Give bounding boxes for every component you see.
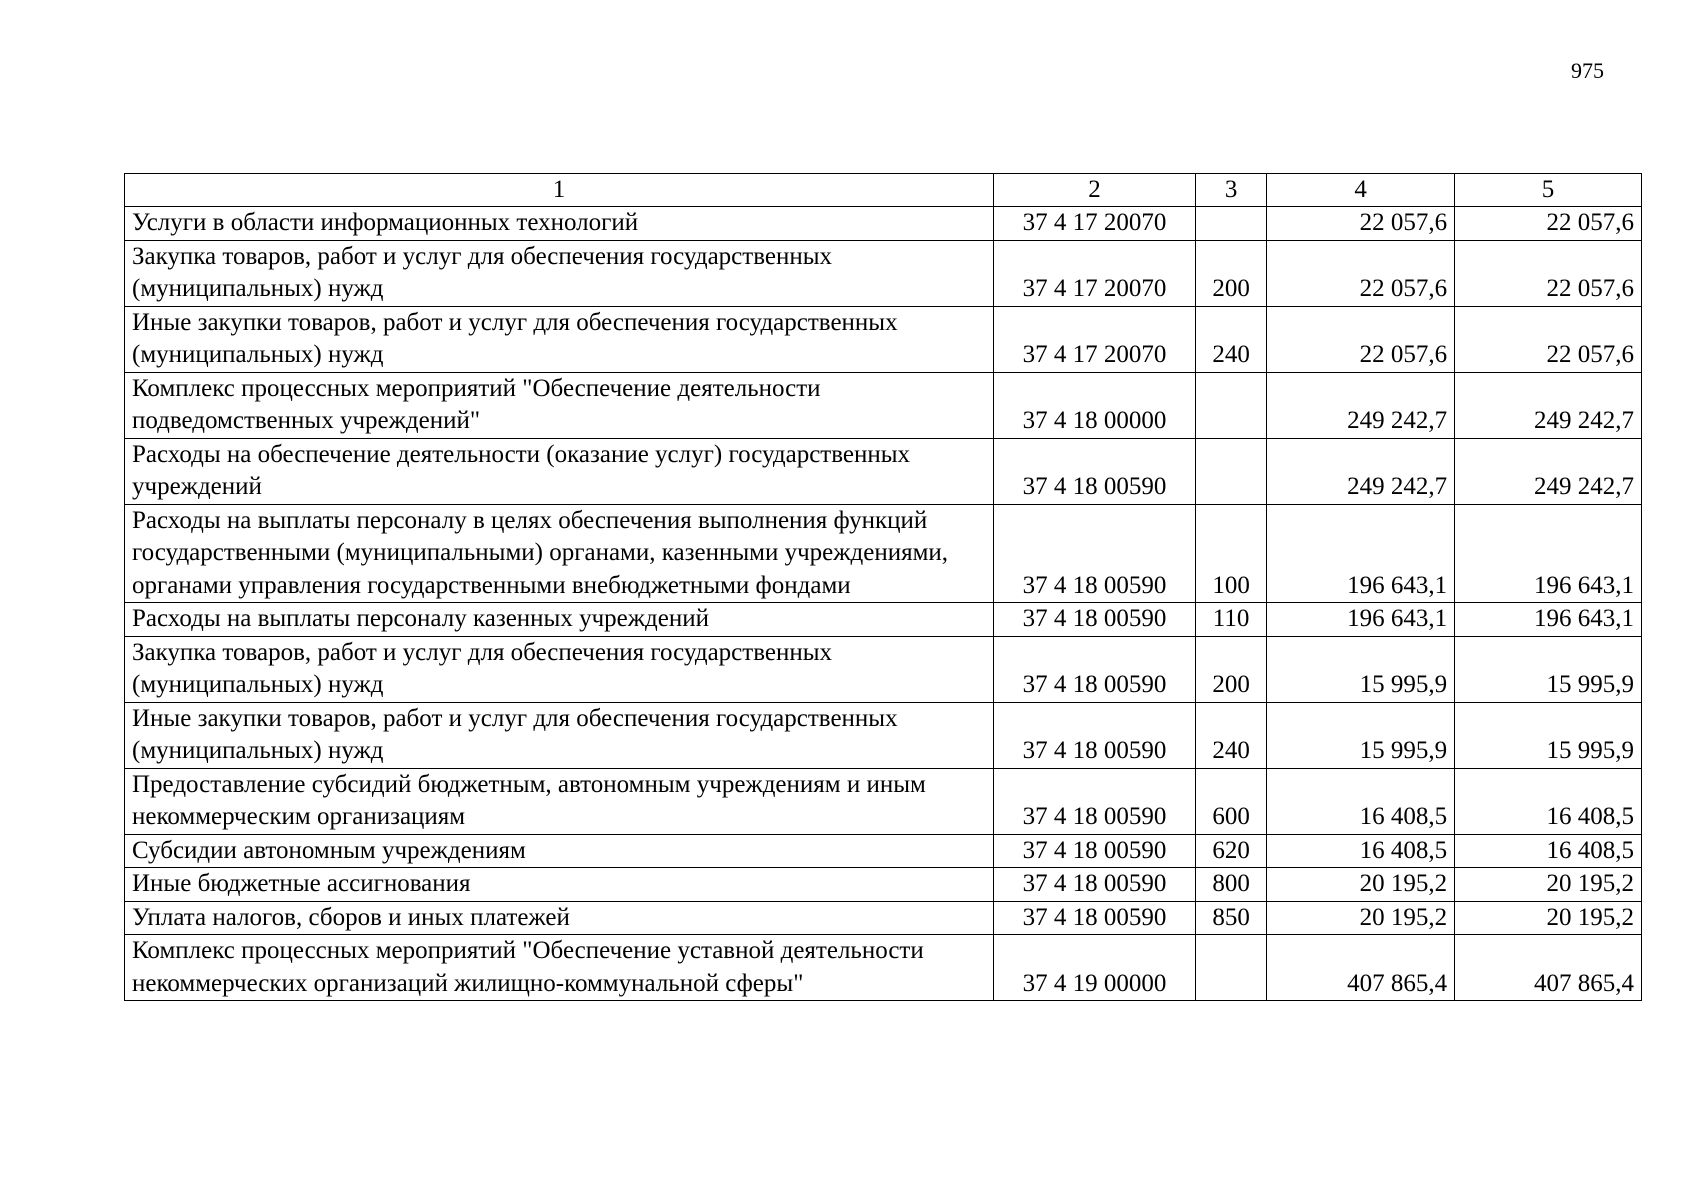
expense-type-cell	[1195, 935, 1266, 1001]
expense-type-cell: 200	[1195, 636, 1266, 702]
amount-col4-cell: 15 995,9	[1267, 702, 1455, 768]
expense-name-cell: Уплата налогов, сборов и иных платежей	[125, 901, 994, 935]
expense-type-cell: 240	[1195, 306, 1266, 372]
column-header: 4	[1267, 174, 1455, 207]
target-code-cell: 37 4 18 00590	[994, 504, 1196, 603]
expense-type-cell: 620	[1195, 834, 1266, 868]
budget-table	[124, 173, 1642, 1001]
target-code-cell: 37 4 18 00590	[994, 636, 1196, 702]
target-code-cell: 37 4 18 00000	[994, 372, 1196, 438]
table-row	[125, 240, 1642, 306]
expense-name-cell: Расходы на обеспечение деятельности (оказание услуг) государственных учреждений	[125, 438, 994, 504]
column-header: 3	[1195, 174, 1266, 207]
table-row	[125, 306, 1642, 372]
expense-type-cell	[1195, 372, 1266, 438]
expense-name-cell: Расходы на выплаты персоналу в целях обеспечения выполнения функций государственными (муниципальными) органами, казенными учреждениями, органами управления государственными внебюджетными фондами	[125, 504, 994, 603]
amount-col4-cell: 15 995,9	[1267, 636, 1455, 702]
expense-type-cell: 600	[1195, 768, 1266, 834]
target-code-cell: 37 4 18 00590	[994, 768, 1196, 834]
amount-col4-cell: 22 057,6	[1267, 207, 1455, 241]
amount-col4-cell: 16 408,5	[1267, 768, 1455, 834]
expense-name-cell: Комплекс процессных мероприятий "Обеспечение деятельности подведомственных учреждений"	[125, 372, 994, 438]
expense-name-cell: Комплекс процессных мероприятий "Обеспечение уставной деятельности некоммерческих организаций жилищно-коммунальной сферы"	[125, 935, 994, 1001]
table-row	[125, 834, 1642, 868]
amount-col5-cell: 20 195,2	[1455, 901, 1642, 935]
amount-col5-cell: 20 195,2	[1455, 868, 1642, 902]
table-row	[125, 901, 1642, 935]
amount-col5-cell: 15 995,9	[1455, 636, 1642, 702]
column-header: 5	[1455, 174, 1642, 207]
target-code-cell: 37 4 17 20070	[994, 240, 1196, 306]
expense-type-cell	[1195, 438, 1266, 504]
amount-col5-cell: 407 865,4	[1455, 935, 1642, 1001]
amount-col5-cell: 22 057,6	[1455, 306, 1642, 372]
expense-type-cell: 800	[1195, 868, 1266, 902]
amount-col5-cell: 249 242,7	[1455, 438, 1642, 504]
expense-name-cell: Закупка товаров, работ и услуг для обеспечения государственных (муниципальных) нужд	[125, 636, 994, 702]
target-code-cell: 37 4 17 20070	[994, 207, 1196, 241]
table-row	[125, 207, 1642, 241]
expense-name-cell: Иные бюджетные ассигнования	[125, 868, 994, 902]
expense-type-cell: 850	[1195, 901, 1266, 935]
amount-col5-cell: 22 057,6	[1455, 240, 1642, 306]
amount-col4-cell: 16 408,5	[1267, 834, 1455, 868]
table-row	[125, 868, 1642, 902]
amount-col4-cell: 196 643,1	[1267, 603, 1455, 637]
amount-col4-cell: 407 865,4	[1267, 935, 1455, 1001]
expense-name-cell: Субсидии автономным учреждениям	[125, 834, 994, 868]
page-number: 975	[1571, 58, 1604, 83]
expense-name-cell: Предоставление субсидий бюджетным, автономным учреждениям и иным некоммерческим организациям	[125, 768, 994, 834]
amount-col5-cell: 249 242,7	[1455, 372, 1642, 438]
amount-col5-cell: 22 057,6	[1455, 207, 1642, 241]
amount-col4-cell: 22 057,6	[1267, 240, 1455, 306]
amount-col4-cell: 22 057,6	[1267, 306, 1455, 372]
expense-type-cell: 240	[1195, 702, 1266, 768]
target-code-cell: 37 4 17 20070	[994, 306, 1196, 372]
amount-col5-cell: 16 408,5	[1455, 834, 1642, 868]
expense-name-cell: Расходы на выплаты персоналу казенных учреждений	[125, 603, 994, 637]
amount-col4-cell: 249 242,7	[1267, 372, 1455, 438]
expense-name-cell: Услуги в области информационных технологий	[125, 207, 994, 241]
target-code-cell: 37 4 18 00590	[994, 438, 1196, 504]
amount-col5-cell: 196 643,1	[1455, 603, 1642, 637]
table-row	[125, 438, 1642, 504]
amount-col5-cell: 16 408,5	[1455, 768, 1642, 834]
column-header: 2	[994, 174, 1196, 207]
expense-type-cell	[1195, 207, 1266, 241]
table-row	[125, 504, 1642, 603]
amount-col4-cell: 249 242,7	[1267, 438, 1455, 504]
target-code-cell: 37 4 18 00590	[994, 702, 1196, 768]
target-code-cell: 37 4 18 00590	[994, 901, 1196, 935]
target-code-cell: 37 4 18 00590	[994, 834, 1196, 868]
table-row	[125, 636, 1642, 702]
amount-col5-cell: 196 643,1	[1455, 504, 1642, 603]
target-code-cell: 37 4 19 00000	[994, 935, 1196, 1001]
column-header: 1	[125, 174, 994, 207]
amount-col5-cell: 15 995,9	[1455, 702, 1642, 768]
target-code-cell: 37 4 18 00590	[994, 868, 1196, 902]
amount-col4-cell: 196 643,1	[1267, 504, 1455, 603]
table-header-row	[125, 174, 1642, 207]
table-row	[125, 702, 1642, 768]
target-code-cell: 37 4 18 00590	[994, 603, 1196, 637]
expense-type-cell: 100	[1195, 504, 1266, 603]
expense-name-cell: Иные закупки товаров, работ и услуг для обеспечения государственных (муниципальных) нужд	[125, 306, 994, 372]
expense-type-cell: 200	[1195, 240, 1266, 306]
table-row	[125, 935, 1642, 1001]
table-row	[125, 768, 1642, 834]
expense-type-cell: 110	[1195, 603, 1266, 637]
expense-name-cell: Закупка товаров, работ и услуг для обеспечения государственных (муниципальных) нужд	[125, 240, 994, 306]
table-row	[125, 603, 1642, 637]
amount-col4-cell: 20 195,2	[1267, 901, 1455, 935]
amount-col4-cell: 20 195,2	[1267, 868, 1455, 902]
expense-name-cell: Иные закупки товаров, работ и услуг для обеспечения государственных (муниципальных) нужд	[125, 702, 994, 768]
table-row	[125, 372, 1642, 438]
